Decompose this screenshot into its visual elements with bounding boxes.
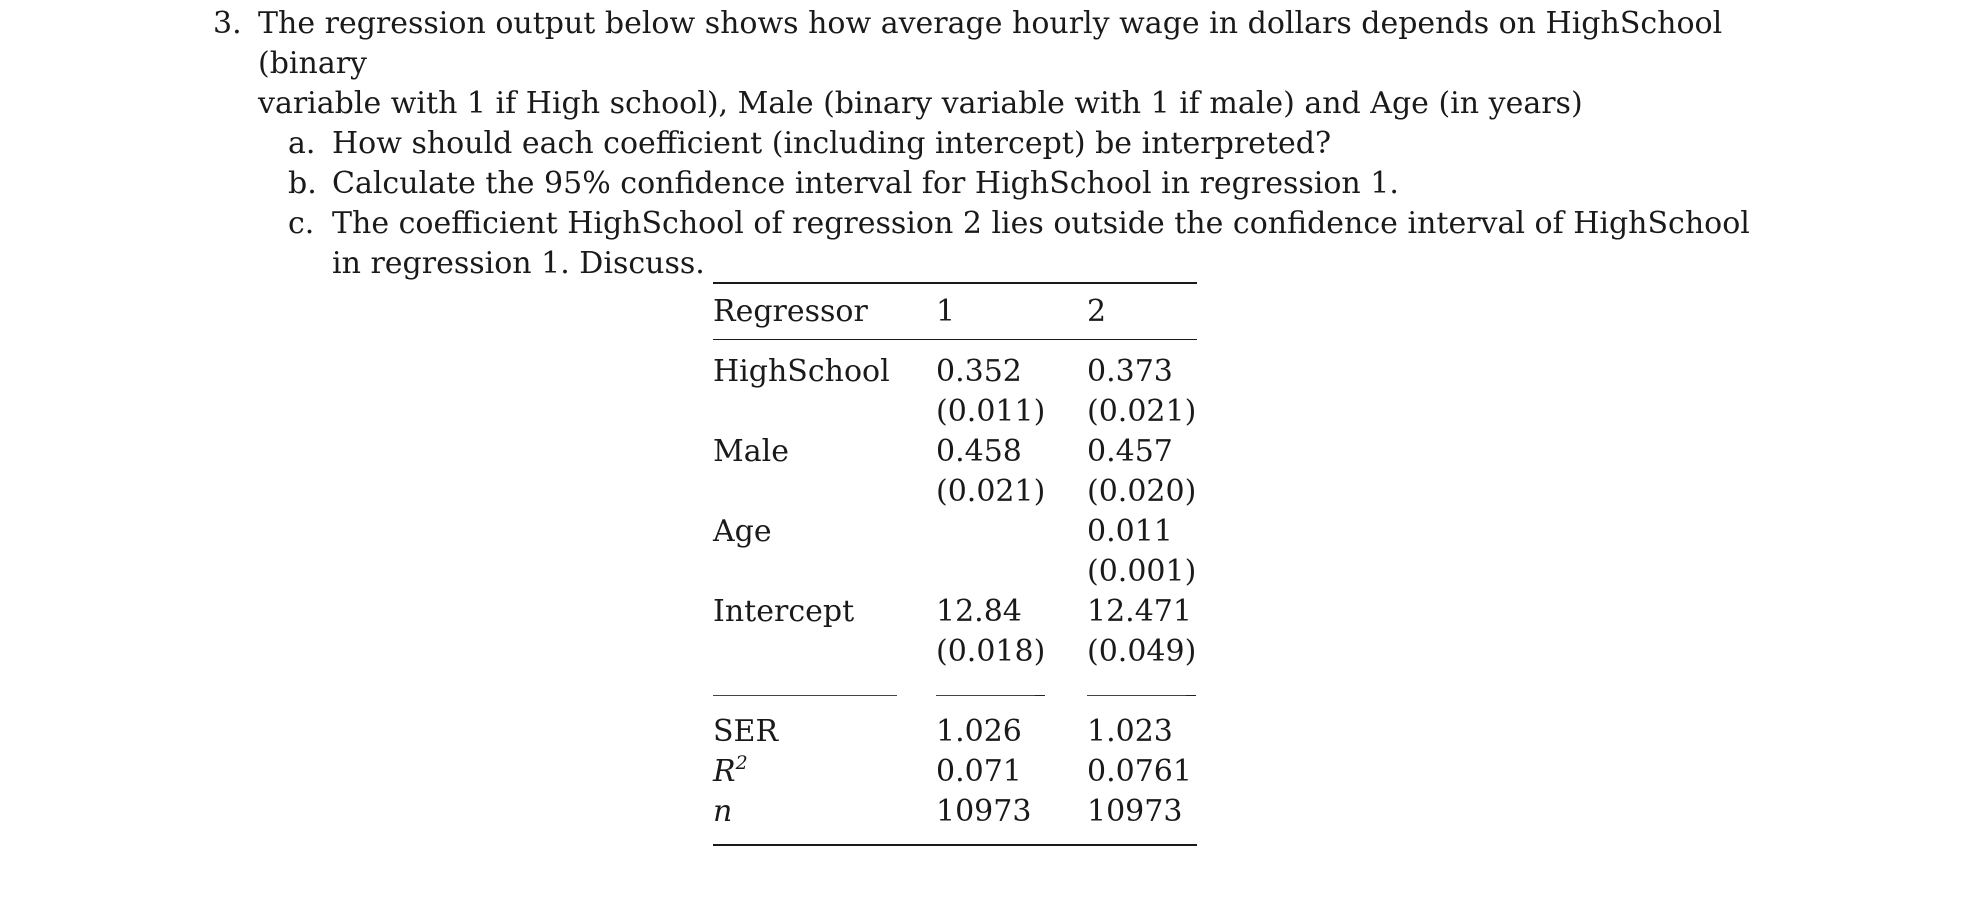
sub-question-text: The coefficient HighSchool of regression 2 lies outside the confidence interval of HighSchool in regression 1. Discuss. [332,206,1750,281]
se-2: (0.020) [1087,474,1197,509]
stat-2: 0.0761 [1087,754,1192,789]
sub-question-c [288,204,1753,284]
table-row-n [713,792,1197,832]
table-row-highschool [713,352,1197,432]
se-1: (0.011) [936,394,1046,429]
table-bottom-rule [713,844,1197,846]
row-label: Intercept [713,594,855,629]
se-1: (0.021) [936,474,1046,509]
sub-question-letter: c. [288,206,315,241]
stat-label: SER [713,714,779,749]
sub-question-letter: a. [288,126,316,161]
sub-question-list [288,124,1753,284]
question-stem [213,4,1753,124]
coef-2: 0.373 [1087,354,1173,389]
question-number: 3. [213,6,242,41]
sub-question-text: Calculate the 95% confidence interval for HighSchool in regression 1. [332,166,1399,201]
stat-label: $R^2$ [713,752,748,789]
table-row-ser [713,712,1197,752]
row-label: Male [713,434,789,469]
coef-1: 0.458 [936,434,1022,469]
coef-2: 0.011 [1087,514,1173,549]
sub-question-text: How should each coefficient (including intercept) be interpreted? [332,126,1332,161]
header-regressor: Regressor [713,294,868,329]
header-regression-2: 2 [1087,294,1107,329]
row-label: Age [713,514,772,549]
se-2: (0.049) [1087,634,1197,669]
sub-question-b [288,164,1753,204]
table-row-male [713,432,1197,512]
se-1: (0.018) [936,634,1046,669]
question-line-2: variable with 1 if High school), Male (binary variable with 1 if male) and Age (in years) [258,86,1583,121]
stat-1: 10973 [936,794,1032,829]
header-regression-1: 1 [936,294,956,329]
coef-1: 12.84 [936,594,1022,629]
sub-question-letter: b. [288,166,317,201]
stat-2: 10973 [1087,794,1183,829]
table-row-intercept [713,592,1197,672]
table-row-age [713,512,1197,592]
coef-2: 12.471 [1087,594,1192,629]
table-section-divider [713,672,1197,712]
coef-2: 0.457 [1087,434,1173,469]
stat-label: n [713,794,733,829]
regression-table [713,282,1197,846]
sub-question-a [288,124,1753,164]
stat-1: 1.026 [936,714,1022,749]
table-header-row [713,284,1197,339]
stat-1: 0.071 [936,754,1022,789]
se-2: (0.021) [1087,394,1197,429]
table-row-r-squared [713,752,1197,792]
coef-1: 0.352 [936,354,1022,389]
row-label: HighSchool [713,354,890,389]
stat-2: 1.023 [1087,714,1173,749]
question-block [213,4,1753,284]
se-2: (0.001) [1087,554,1197,589]
question-line-1: The regression output below shows how average hourly wage in dollars depends on HighSchool (binary [258,6,1723,81]
